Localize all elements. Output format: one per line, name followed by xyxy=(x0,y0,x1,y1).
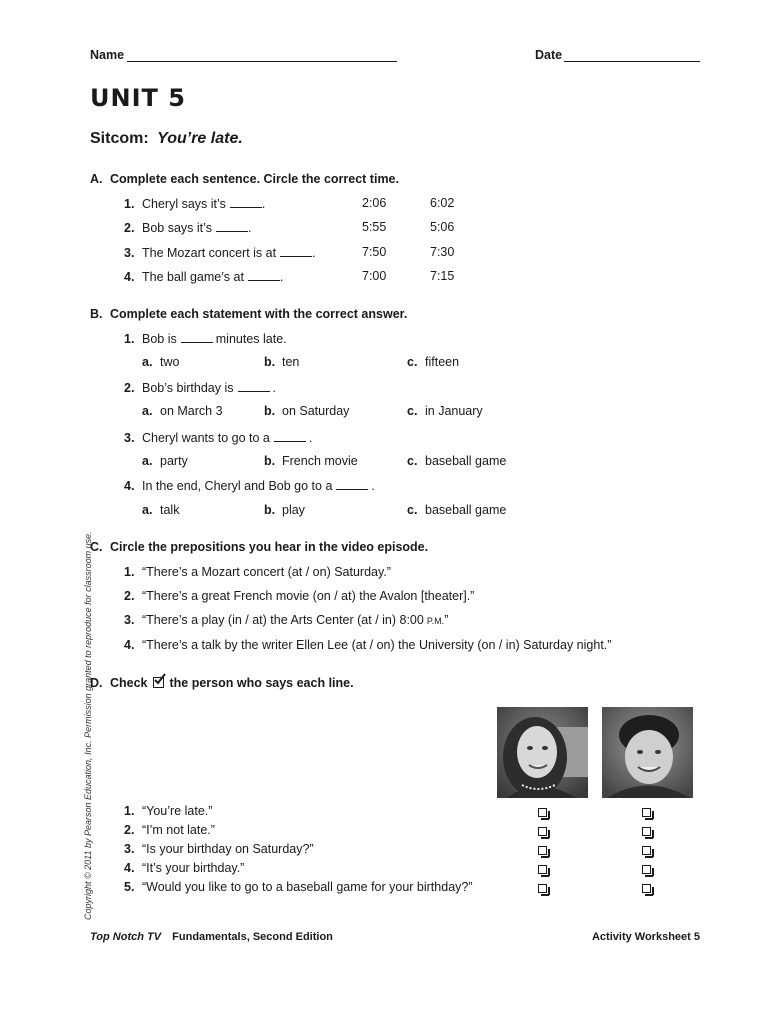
section-d-instruction-post: the person who says each line. xyxy=(169,676,354,690)
quote-row xyxy=(124,589,474,603)
quote-row xyxy=(124,638,611,652)
quote-number: 4. xyxy=(124,638,135,652)
quote-number: 1. xyxy=(124,565,135,579)
footer-book: Fundamentals, Second Edition xyxy=(172,931,333,943)
choice-letter: c. xyxy=(407,503,418,517)
question-row xyxy=(124,245,316,260)
choice-letter: c. xyxy=(407,454,418,468)
copyright-notice: Copyright © 2011 by Pearson Education, Inc. Permission granted to reproduce for classroom use. xyxy=(83,531,93,920)
time-option-1[interactable]: 2:06 xyxy=(362,196,387,210)
choice-a[interactable] xyxy=(142,454,188,468)
checkbox-bob[interactable] xyxy=(642,827,651,836)
checkbox-bob[interactable] xyxy=(642,846,651,855)
line-row xyxy=(124,842,314,856)
question-number: 2. xyxy=(124,381,135,395)
quote-number: 2. xyxy=(124,589,135,603)
line-number: 5. xyxy=(124,880,135,894)
time-option-2[interactable]: 7:15 xyxy=(430,269,455,283)
section-b-heading xyxy=(90,307,407,321)
answer-blank[interactable] xyxy=(336,478,368,490)
question-text-end: . xyxy=(371,479,375,493)
line-number: 1. xyxy=(124,804,135,818)
choice-letter: a. xyxy=(142,355,153,369)
question-punct: . xyxy=(261,197,266,211)
choice-text: on March 3 xyxy=(160,404,223,418)
question-text: The ball game’s at xyxy=(142,270,244,284)
choice-text: baseball game xyxy=(425,454,507,468)
choice-c[interactable] xyxy=(407,355,459,369)
section-d-heading xyxy=(90,676,354,690)
answer-blank[interactable] xyxy=(238,380,270,392)
choice-letter: a. xyxy=(142,454,153,468)
choice-c[interactable] xyxy=(407,454,506,468)
line-row xyxy=(124,804,212,818)
quote-end: ” xyxy=(444,613,449,627)
question-number: 1. xyxy=(124,197,135,211)
quote-small: P.M. xyxy=(426,616,445,626)
question-number: 4. xyxy=(124,270,135,284)
cheryl-photo xyxy=(497,707,588,798)
question-text: Cheryl says it’s xyxy=(142,197,226,211)
quote-number: 3. xyxy=(124,613,135,627)
choice-text: in January xyxy=(425,404,483,418)
choice-text: on Saturday xyxy=(282,404,350,418)
answer-blank[interactable] xyxy=(248,269,280,281)
choice-b[interactable] xyxy=(264,404,349,418)
name-field[interactable] xyxy=(127,61,397,62)
question-text: In the end, Cheryl and Bob go to a xyxy=(142,479,333,493)
question-text: Bob says it’s xyxy=(142,221,212,235)
line-number: 2. xyxy=(124,823,135,837)
time-option-1[interactable]: 7:00 xyxy=(362,269,387,283)
checkbox-cheryl[interactable] xyxy=(538,865,547,874)
question-row xyxy=(124,430,312,445)
section-d-instruction-pre: Check xyxy=(109,676,148,690)
question-text: Bob is xyxy=(142,332,177,346)
date-field[interactable] xyxy=(564,61,700,62)
checkbox-cheryl[interactable] xyxy=(538,827,547,836)
quote-row xyxy=(124,613,448,627)
choice-letter: c. xyxy=(407,355,418,369)
choice-letter: b. xyxy=(264,404,276,418)
question-number: 3. xyxy=(124,431,135,445)
answer-blank[interactable] xyxy=(274,430,306,442)
time-option-1[interactable]: 7:50 xyxy=(362,245,387,259)
line-text: “You’re late.” xyxy=(142,804,213,818)
checkbox-bob[interactable] xyxy=(642,865,651,874)
section-a-heading xyxy=(90,172,399,186)
line-text: “It’s your birthday.” xyxy=(142,861,245,875)
choice-text: two xyxy=(160,355,180,369)
time-option-2[interactable]: 7:30 xyxy=(430,245,455,259)
date-label: Date xyxy=(535,48,563,62)
question-number: 1. xyxy=(124,332,135,346)
choice-text: baseball game xyxy=(425,503,507,517)
footer-worksheet: Activity Worksheet 5 xyxy=(591,931,700,943)
line-row xyxy=(124,823,215,837)
choice-text: play xyxy=(282,503,305,517)
question-text-end: . xyxy=(308,431,313,445)
checkbox-cheryl[interactable] xyxy=(538,808,547,817)
time-option-2[interactable]: 6:02 xyxy=(430,196,455,210)
bob-photo xyxy=(602,707,693,798)
section-c-heading xyxy=(90,540,428,554)
choice-a[interactable] xyxy=(142,404,223,418)
question-text-end: . xyxy=(272,381,276,395)
choice-text: ten xyxy=(282,355,300,369)
question-text: The Mozart concert is at xyxy=(142,246,277,260)
question-number: 4. xyxy=(124,479,135,493)
section-a-letter: A. xyxy=(90,172,103,186)
choice-b[interactable] xyxy=(264,503,305,517)
line-row xyxy=(124,880,473,894)
line-text: “I’m not late.” xyxy=(142,823,215,837)
choice-c[interactable] xyxy=(407,503,506,517)
checkbox-bob[interactable] xyxy=(642,884,651,893)
quote-text: “There’s a Mozart concert (at / on) Saturday.” xyxy=(142,565,391,579)
question-row xyxy=(124,220,251,235)
question-punct: . xyxy=(247,221,252,235)
choice-text: party xyxy=(160,454,188,468)
footer-series: Top Notch TV xyxy=(90,931,162,943)
checkbox-checked-icon xyxy=(153,677,164,688)
unit-title: UNIT 5 xyxy=(90,84,186,112)
question-row xyxy=(124,269,283,284)
checkbox-cheryl[interactable] xyxy=(538,884,547,893)
choice-letter: a. xyxy=(142,503,153,517)
question-text-end: minutes late. xyxy=(215,332,287,346)
choice-letter: b. xyxy=(264,503,276,517)
answer-blank[interactable] xyxy=(230,196,262,208)
section-c-instruction: Circle the prepositions you hear in the video episode. xyxy=(109,540,429,554)
section-b-instruction: Complete each statement with the correct answer. xyxy=(109,307,408,321)
question-number: 3. xyxy=(124,246,135,260)
answer-blank[interactable] xyxy=(216,220,248,232)
question-row xyxy=(124,196,265,211)
choice-b[interactable] xyxy=(264,454,358,468)
question-row xyxy=(124,380,276,395)
sitcom-title: You’re late. xyxy=(157,130,243,147)
choice-letter: a. xyxy=(142,404,153,418)
name-label: Name xyxy=(90,48,125,62)
choice-letter: c. xyxy=(407,404,418,418)
sitcom-heading xyxy=(90,130,243,148)
choice-b[interactable] xyxy=(264,355,299,369)
choice-c[interactable] xyxy=(407,404,483,418)
line-number: 4. xyxy=(124,861,135,875)
section-b-letter: B. xyxy=(90,307,103,321)
checkbox-cheryl[interactable] xyxy=(538,846,547,855)
sitcom-label: Sitcom: xyxy=(90,130,149,147)
choice-letter: b. xyxy=(264,355,276,369)
question-text: Cheryl wants to go to a xyxy=(142,431,270,445)
choice-text: French movie xyxy=(282,454,358,468)
answer-blank[interactable] xyxy=(181,331,213,343)
checkbox-bob[interactable] xyxy=(642,808,651,817)
footer-left xyxy=(90,931,333,943)
choice-a[interactable] xyxy=(142,503,179,517)
time-option-1[interactable]: 5:55 xyxy=(362,220,387,234)
quote-text: “There’s a play (in / at) the Arts Center (at / in) 8:00 xyxy=(142,613,424,627)
answer-blank[interactable] xyxy=(280,245,312,257)
line-number: 3. xyxy=(124,842,135,856)
time-option-2[interactable]: 5:06 xyxy=(430,220,455,234)
choice-text: talk xyxy=(160,503,180,517)
choice-text: fifteen xyxy=(425,355,460,369)
quote-row xyxy=(124,565,391,579)
quote-text: “There’s a great French movie (on / at) the Avalon [theater].” xyxy=(142,589,475,603)
line-row xyxy=(124,861,244,875)
question-row xyxy=(124,331,287,346)
question-punct: . xyxy=(312,246,316,260)
choice-a[interactable] xyxy=(142,355,179,369)
question-punct: . xyxy=(279,270,284,284)
line-text: “Would you like to go to a baseball game for your birthday?” xyxy=(142,880,473,894)
choice-letter: b. xyxy=(264,454,276,468)
question-number: 2. xyxy=(124,221,135,235)
question-text: Bob’s birthday is xyxy=(142,381,234,395)
section-a-instruction: Complete each sentence. Circle the correct time. xyxy=(109,172,399,186)
line-text: “Is your birthday on Saturday?” xyxy=(142,842,314,856)
section-c-letter: C. xyxy=(90,540,103,554)
question-row xyxy=(124,478,375,493)
quote-text: “There’s a talk by the writer Ellen Lee (at / on) the University (on / in) Saturday night.” xyxy=(142,638,612,652)
section-d-letter: D. xyxy=(90,676,103,690)
